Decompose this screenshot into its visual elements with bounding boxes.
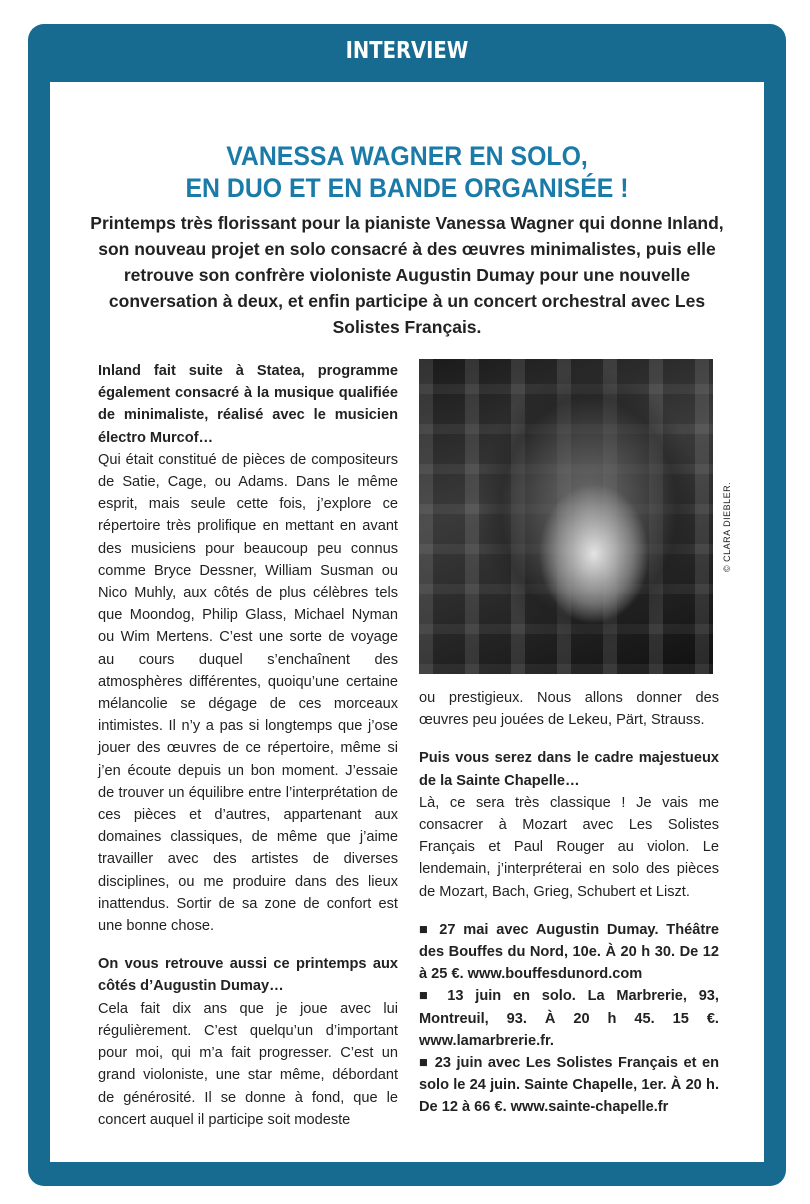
section-label: INTERVIEW bbox=[345, 38, 469, 64]
question-1: Inland fait suite à Statea, programme également consacré à la musique qualifiée de minimaliste, réalisé avec le musicien électro Murcof… bbox=[98, 363, 398, 446]
left-column bbox=[98, 360, 398, 1131]
concert-info-item: ■ 27 mai avec Augustin Dumay. Théâtre des Bouffes du Nord, 10e. À 20 h 30. De 12 à 25 €. www.bouffesdunord.com bbox=[419, 921, 720, 983]
portrait-photo bbox=[419, 359, 713, 674]
answer-3: Là, ce sera très classique ! Je vais me consacrer à Mozart avec Les Solistes Français et Paul Rouger au violon. Le lendemain, j’interpréterai en solo des pièces de Mozart, Bach, Grieg, Schubert et Liszt. bbox=[419, 794, 719, 900]
photo-credit: © CLARA DIEBLER. bbox=[722, 481, 732, 572]
concert-info-item: ■ 23 juin avec Les Solistes Français et en solo le 24 juin. Sainte Chapelle, 1er. À 20 h. De 12 à 66 €. www.sainte-chapelle.fr bbox=[419, 1055, 719, 1116]
concert-info-item: ■ 13 juin en solo. La Marbrerie, 93, Montreuil, 93. À 20 h 45. 15 €. www.lamarbrerie.fr. bbox=[419, 988, 719, 1049]
answer-2-continued: ou prestigieux. Nous allons donner des œuvres peu jouées de Lekeu, Pärt, Strauss. bbox=[419, 690, 719, 729]
square-bullet-icon: ■ bbox=[419, 988, 448, 1005]
question-3: Puis vous serez dans le cadre majestueux de la Sainte Chapelle… bbox=[419, 750, 719, 789]
headline-line-2: EN DUO ET EN BANDE ORGANISÉE ! bbox=[185, 173, 629, 203]
answer-1: Qui était constitué de pièces de compositeurs de Satie, Cage, ou Adams. Dans le même esprit, mais seule cette fois, j’explore ce répertoire très prolifique en mettant en avant des musiciens pour beaucoup peu connus comme Bryce Dessner, William Susman ou Nico Muhly, aux côtés de plus célèbres tels que Moondog, Philip Glass, Michael Nyman ou Wim Mertens. C’est une sorte de voyage au cours duquel s’enchaînent des atmosphères différentes, quoiqu’une certaine mélancolie se dégage de ces morceaux intimistes. Il n’y a pas si longtemps que j’ose jouer des œuvres de ce répertoire, même si j’en écoute depuis un bon moment. J’essaie de trouver un équilibre entre l’interprétation de ces pièces et d’autres, appartenant aux domaines classiques, de même que j’aime travailler avec des artistes de diverses disciplines, ou me produire dans des lieux inattendus. Sortir de sa zone de confort est une bonne chose. bbox=[98, 451, 398, 935]
lead-paragraph: Printemps très florissant pour la pianiste Vanessa Wagner qui donne Inland, son nouveau projet en solo consacré à des œuvres minimalistes, puis elle retrouve son confrère violoniste Augustin Dumay pour une nouvelle conversation à deux, et enfin participe à un concert orchestral avec Les Solistes Français. bbox=[90, 213, 724, 337]
headline bbox=[50, 140, 764, 204]
headline-line-1: VANESSA WAGNER EN SOLO, bbox=[226, 141, 588, 171]
question-2: On vous retrouve aussi ce printemps aux côtés d’Augustin Dumay… bbox=[98, 956, 398, 995]
square-bullet-icon: ■ bbox=[419, 921, 440, 938]
square-bullet-icon: ■ bbox=[419, 1055, 435, 1072]
answer-2: Cela fait dix ans que je joue avec lui régulièrement. C’est quelqu’un d’important pour moi, qui m’a fait progresser. C’est un grand violoniste, une star même, débordant de générosité. Il se donne à fond, que le concert auquel il participe soit modeste bbox=[98, 1000, 398, 1128]
right-column bbox=[419, 687, 719, 1119]
article-frame bbox=[28, 24, 786, 1186]
concert-info bbox=[419, 919, 719, 1119]
article-panel bbox=[50, 82, 764, 1162]
